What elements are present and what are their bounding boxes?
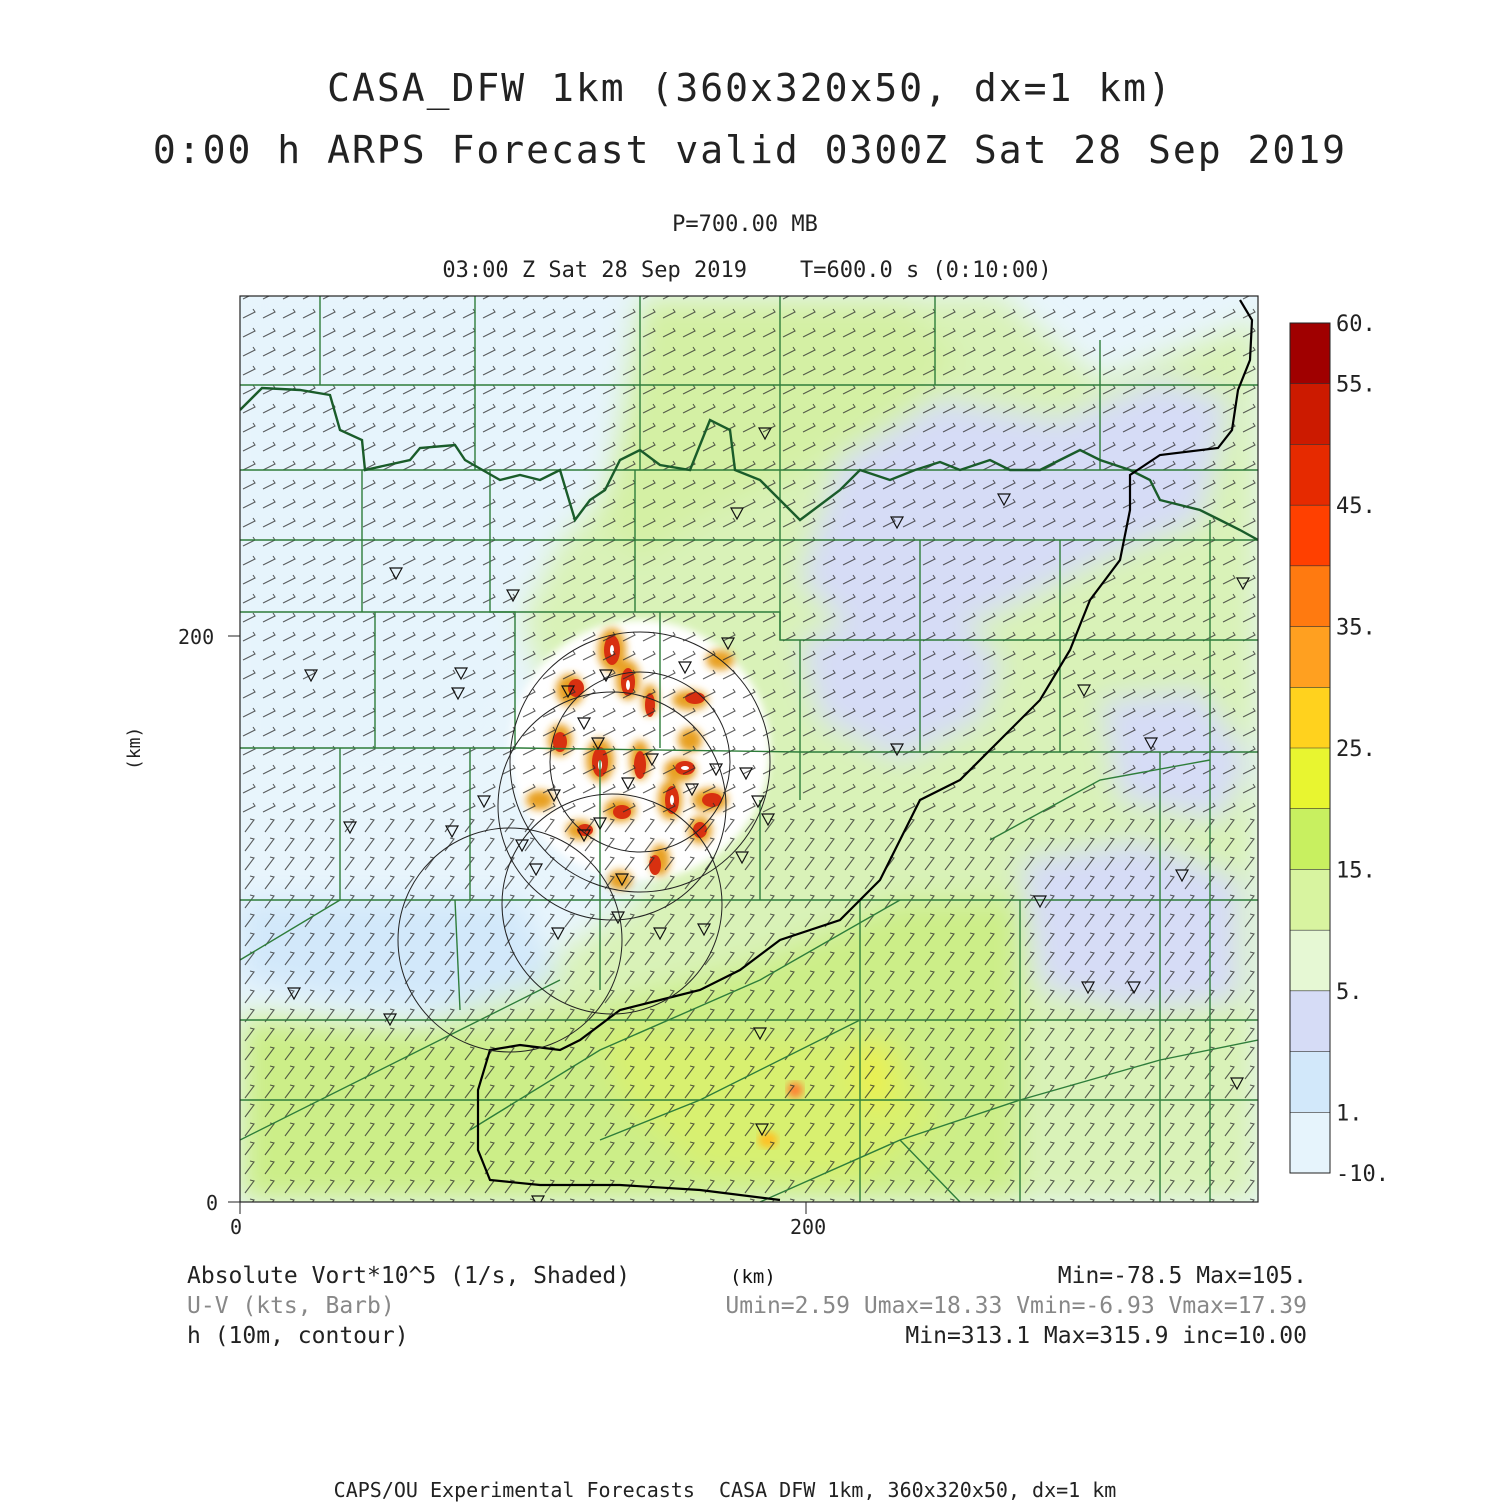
colorbar-swatch bbox=[1290, 566, 1330, 627]
map-panel bbox=[240, 296, 1258, 1207]
footer-credit: CAPS/OU Experimental Forecasts CASA DFW 1km, 360x320x50, dx=1 km bbox=[333, 1478, 1117, 1502]
colorbar-swatch bbox=[1290, 444, 1330, 505]
colorbar-swatch bbox=[1290, 748, 1330, 809]
colorbar-label: 55. bbox=[1336, 372, 1376, 398]
colorbar-label: 5. bbox=[1336, 979, 1363, 1005]
colorbar bbox=[1290, 312, 1389, 1187]
x-tick-200: 200 bbox=[790, 1215, 827, 1239]
legend-field-wind: U-V (kts, Barb) bbox=[187, 1293, 395, 1319]
x-axis-unit: (km) bbox=[730, 1266, 776, 1288]
y-axis-unit: (km) bbox=[124, 726, 145, 770]
height-stats: Min=313.1 Max=315.9 inc=10.00 bbox=[905, 1323, 1307, 1349]
legend-field-height: h (10m, contour) bbox=[187, 1323, 409, 1349]
y-axis-ticks bbox=[228, 636, 240, 1202]
colorbar-swatch bbox=[1290, 687, 1330, 748]
x-axis-ticks bbox=[240, 1202, 806, 1214]
valid-time: 03:00 Z Sat 28 Sep 2019 T=600.0 s (0:10:00) bbox=[442, 258, 1052, 283]
wind-barbs-north bbox=[240, 296, 1258, 816]
colorbar-label: -10. bbox=[1336, 1162, 1389, 1187]
colorbar-label: 60. bbox=[1336, 312, 1376, 337]
wind-stats: Umin=2.59 Umax=18.33 Vmin=-6.93 Vmax=17.39 bbox=[725, 1293, 1307, 1319]
colorbar-swatch bbox=[1290, 323, 1330, 384]
colorbar-label: 1. bbox=[1336, 1101, 1363, 1127]
colorbar-swatch bbox=[1290, 627, 1330, 688]
colorbar-label: 15. bbox=[1336, 858, 1376, 884]
colorbar-label: 35. bbox=[1336, 615, 1376, 641]
colorbar-label: 45. bbox=[1336, 494, 1376, 520]
title-line-2: 0:00 h ARPS Forecast valid 0300Z Sat 28 Sep 2019 bbox=[152, 128, 1348, 172]
y-tick-200: 200 bbox=[178, 625, 215, 649]
x-tick-0: 0 bbox=[230, 1215, 243, 1239]
title-line-1: CASA_DFW 1km (360x320x50, dx=1 km) bbox=[327, 66, 1173, 110]
colorbar-swatch bbox=[1290, 505, 1330, 566]
colorbar-swatch bbox=[1290, 869, 1330, 930]
colorbar-swatch bbox=[1290, 384, 1330, 445]
colorbar-label: 25. bbox=[1336, 737, 1376, 762]
y-tick-0: 0 bbox=[206, 1191, 219, 1215]
colorbar-swatch bbox=[1290, 1112, 1330, 1173]
colorbar-swatch bbox=[1290, 991, 1330, 1052]
colorbar-swatch bbox=[1290, 1052, 1330, 1113]
colorbar-swatch bbox=[1290, 930, 1330, 991]
legend-field-vorticity: Absolute Vort*10^5 (1/s, Shaded) bbox=[187, 1263, 631, 1289]
colorbar-swatch bbox=[1290, 809, 1330, 870]
vorticity-stats: Min=-78.5 Max=105. bbox=[1057, 1263, 1307, 1289]
wind-barbs-south bbox=[240, 816, 1258, 1202]
pressure-level: P=700.00 MB bbox=[672, 212, 818, 237]
